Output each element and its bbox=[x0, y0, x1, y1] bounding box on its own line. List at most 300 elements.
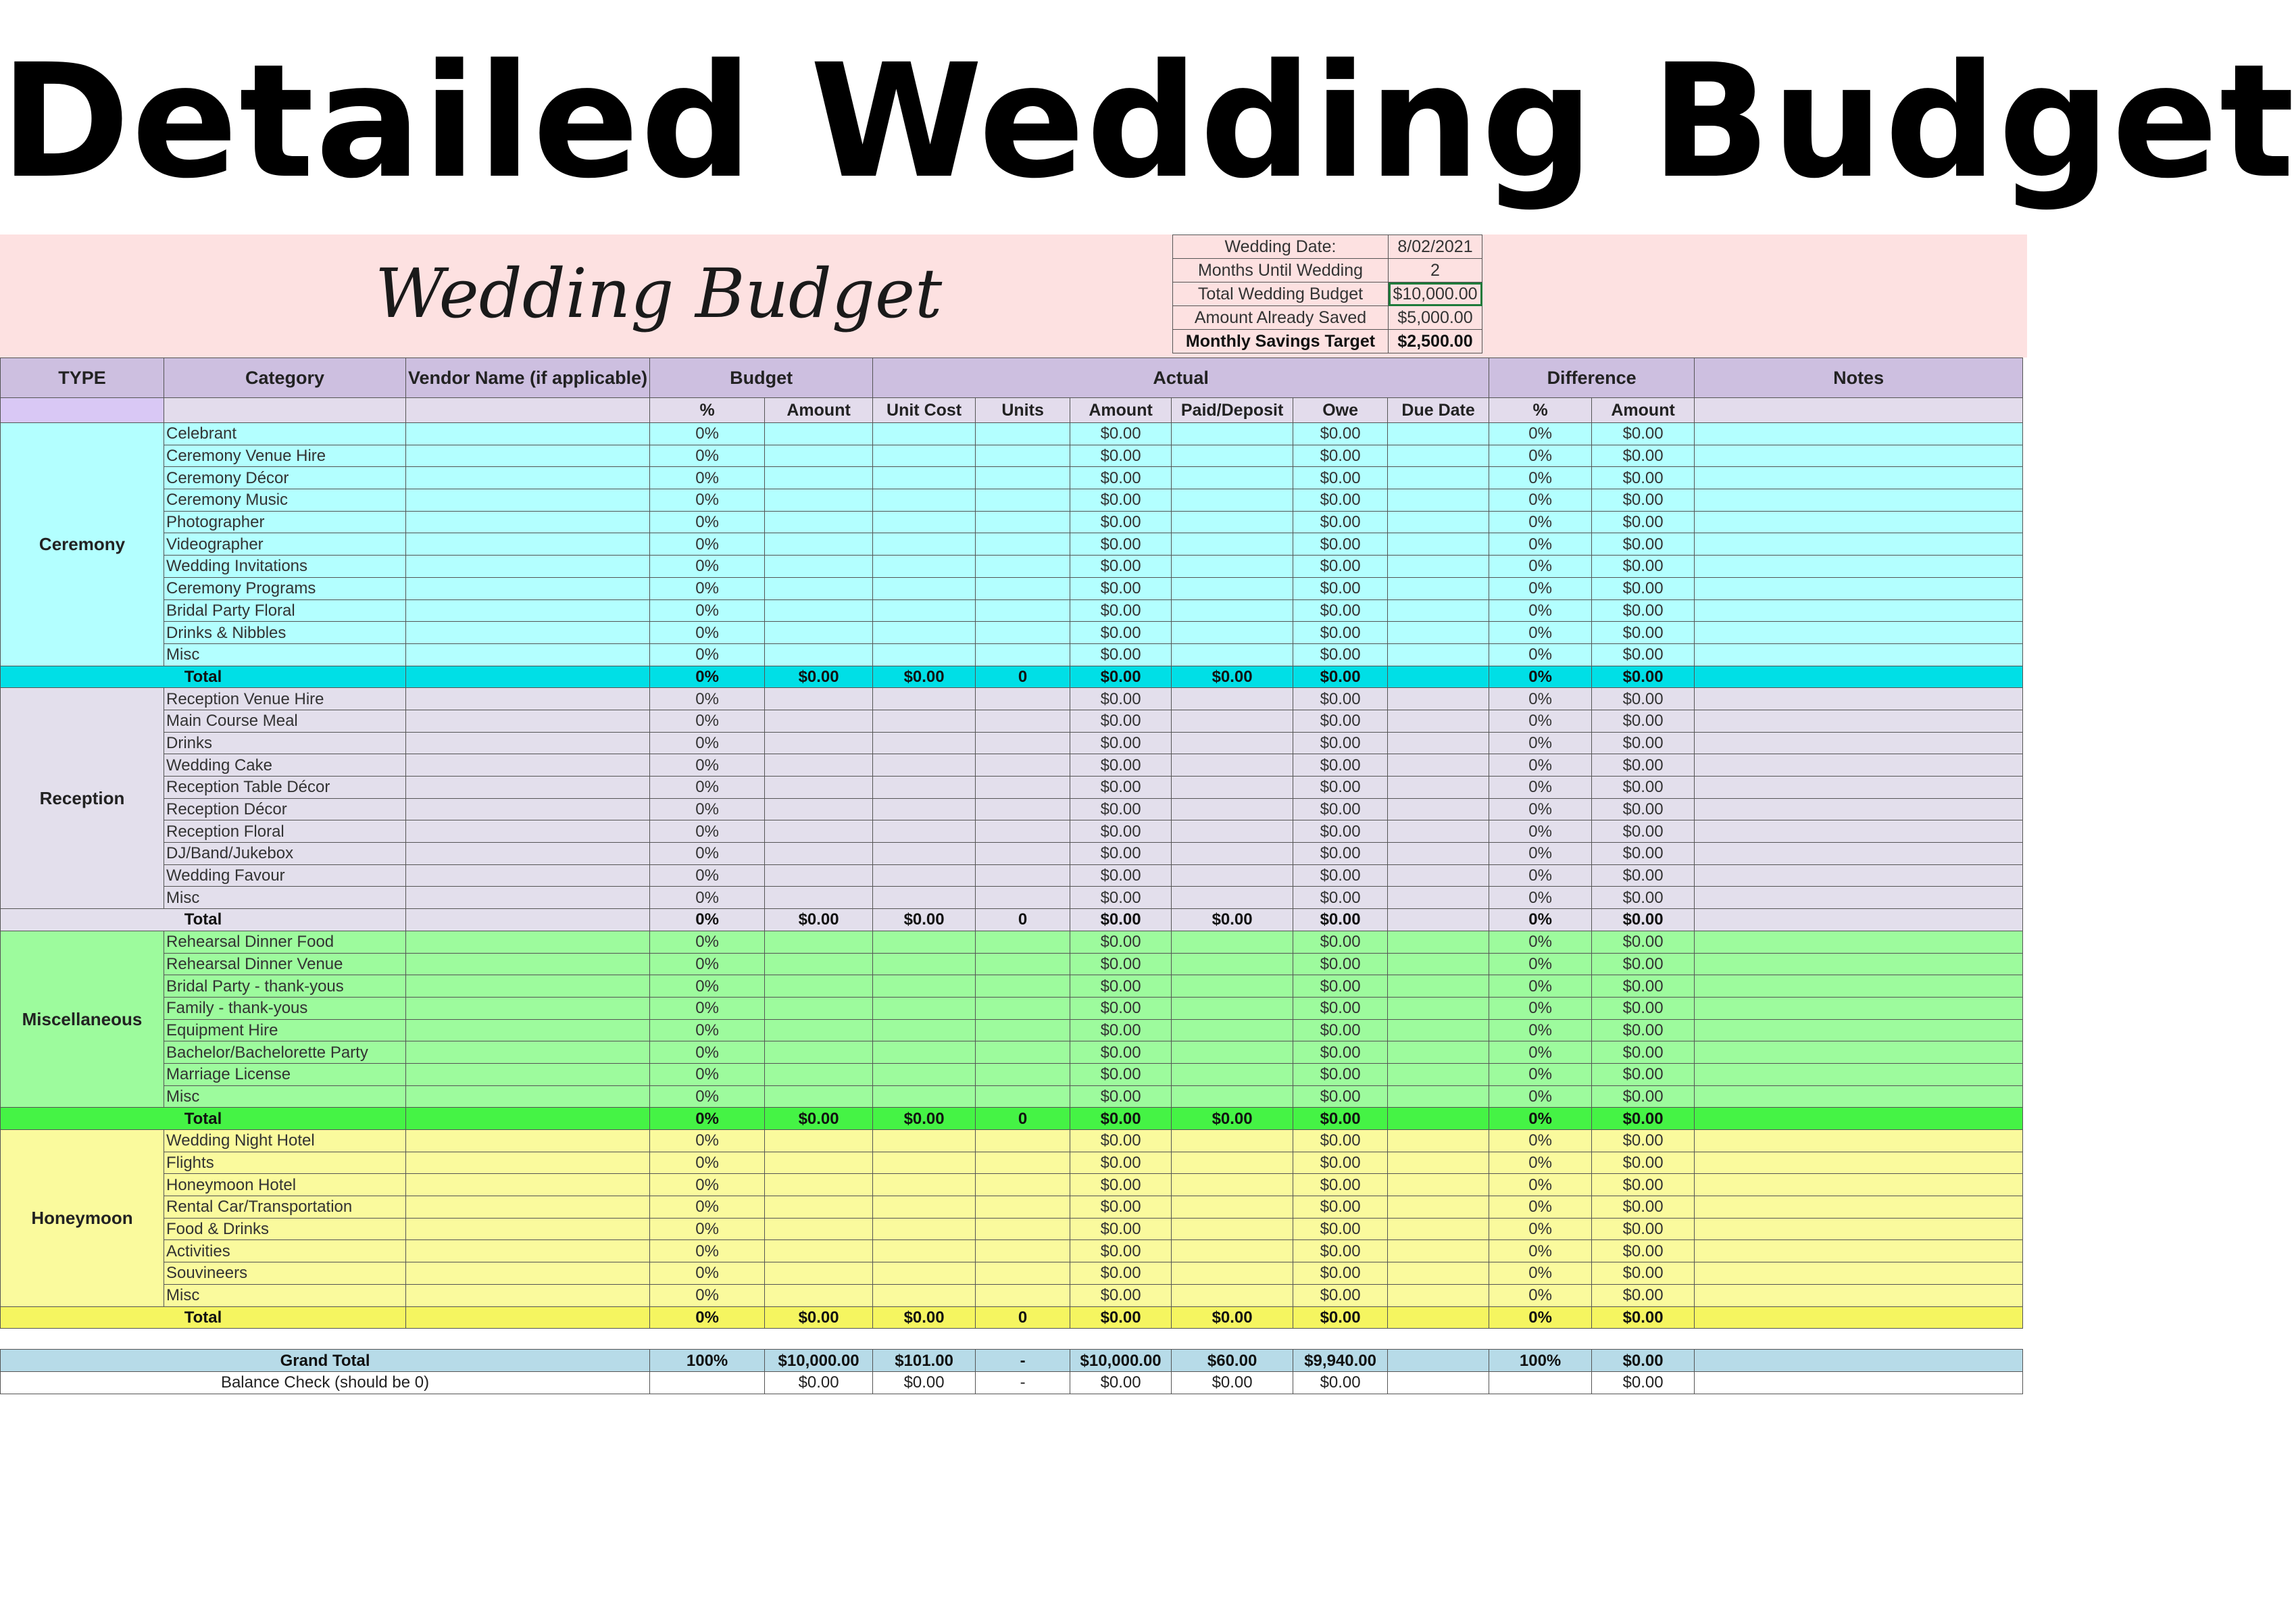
empty-cell[interactable] bbox=[164, 1329, 406, 1350]
unit-cost-cell[interactable] bbox=[873, 643, 976, 666]
diff-pct-cell[interactable]: 0% bbox=[1489, 710, 1592, 732]
total-diff-pct[interactable]: 0% bbox=[1489, 666, 1592, 688]
due-date-cell[interactable] bbox=[1388, 710, 1489, 732]
actual-amount-cell[interactable]: $0.00 bbox=[1070, 997, 1172, 1019]
empty-cell[interactable] bbox=[765, 1329, 873, 1350]
diff-amount-cell[interactable]: $0.00 bbox=[1592, 777, 1695, 799]
budget-amount-cell[interactable] bbox=[765, 798, 873, 820]
vendor-cell[interactable] bbox=[406, 1130, 650, 1152]
unit-cost-cell[interactable] bbox=[873, 1240, 976, 1262]
paid-cell[interactable] bbox=[1172, 577, 1293, 599]
budget-amount-cell[interactable] bbox=[765, 953, 873, 975]
notes-cell[interactable] bbox=[1695, 1306, 2023, 1329]
diff-amount-cell[interactable]: $0.00 bbox=[1592, 511, 1695, 533]
actual-amount-cell[interactable]: $0.00 bbox=[1070, 754, 1172, 777]
paid-cell[interactable] bbox=[1172, 975, 1293, 998]
units-cell[interactable] bbox=[976, 1240, 1070, 1262]
paid-cell[interactable] bbox=[1172, 643, 1293, 666]
diff-pct-cell[interactable]: 0% bbox=[1489, 423, 1592, 445]
budget-amount-cell[interactable] bbox=[765, 1196, 873, 1219]
notes-cell[interactable] bbox=[1695, 599, 2023, 622]
total-paid[interactable]: $0.00 bbox=[1172, 666, 1293, 688]
budget-pct-cell[interactable]: 0% bbox=[650, 1063, 765, 1085]
diff-pct-cell[interactable]: 0% bbox=[1489, 1085, 1592, 1108]
notes-cell[interactable] bbox=[1695, 1240, 2023, 1262]
units-cell[interactable] bbox=[976, 533, 1070, 556]
total-label[interactable]: Total bbox=[1, 666, 406, 688]
vendor-cell[interactable] bbox=[406, 599, 650, 622]
diff-pct-cell[interactable]: 0% bbox=[1489, 511, 1592, 533]
vendor-cell[interactable] bbox=[406, 1019, 650, 1041]
budget-pct-cell[interactable]: 0% bbox=[650, 820, 765, 843]
units-cell[interactable] bbox=[976, 577, 1070, 599]
total-actual-amount[interactable]: $0.00 bbox=[1070, 1108, 1172, 1130]
budget-amount-cell[interactable] bbox=[765, 732, 873, 754]
total-unit-cost[interactable]: $0.00 bbox=[873, 909, 976, 931]
diff-amount-cell[interactable]: $0.00 bbox=[1592, 622, 1695, 644]
total-paid[interactable]: $0.00 bbox=[1172, 909, 1293, 931]
unit-cost-cell[interactable] bbox=[873, 1019, 976, 1041]
budget-amount-cell[interactable] bbox=[765, 1218, 873, 1240]
unit-cost-cell[interactable] bbox=[873, 754, 976, 777]
unit-cost-cell[interactable] bbox=[873, 467, 976, 489]
vendor-cell[interactable] bbox=[406, 975, 650, 998]
notes-cell[interactable] bbox=[1695, 798, 2023, 820]
budget-amount-cell[interactable] bbox=[765, 1041, 873, 1064]
paid-cell[interactable] bbox=[1172, 1152, 1293, 1174]
paid-cell[interactable] bbox=[1172, 1063, 1293, 1085]
notes-cell[interactable] bbox=[1695, 643, 2023, 666]
budget-amount-cell[interactable] bbox=[765, 599, 873, 622]
notes-cell[interactable] bbox=[1695, 1063, 2023, 1085]
paid-cell[interactable] bbox=[1172, 489, 1293, 512]
vendor-cell[interactable] bbox=[406, 511, 650, 533]
empty-cell[interactable] bbox=[1293, 1329, 1388, 1350]
budget-amount-cell[interactable] bbox=[765, 997, 873, 1019]
due-date-cell[interactable] bbox=[1388, 1174, 1489, 1196]
budget-amount-cell[interactable] bbox=[765, 533, 873, 556]
diff-amount-cell[interactable]: $0.00 bbox=[1592, 489, 1695, 512]
paid-cell[interactable] bbox=[1172, 732, 1293, 754]
diff-amount-cell[interactable]: $0.00 bbox=[1592, 975, 1695, 998]
unit-cost-cell[interactable] bbox=[873, 445, 976, 467]
owe-cell[interactable]: $0.00 bbox=[1293, 1130, 1388, 1152]
diff-pct-cell[interactable]: 0% bbox=[1489, 643, 1592, 666]
diff-amount-cell[interactable]: $0.00 bbox=[1592, 887, 1695, 909]
units-cell[interactable] bbox=[976, 467, 1070, 489]
vendor-cell[interactable] bbox=[406, 1240, 650, 1262]
diff-pct-cell[interactable]: 0% bbox=[1489, 931, 1592, 953]
diff-amount-cell[interactable]: $0.00 bbox=[1592, 1019, 1695, 1041]
empty-cell[interactable] bbox=[1489, 1329, 1592, 1350]
budget-pct-cell[interactable]: 0% bbox=[650, 931, 765, 953]
notes-cell[interactable] bbox=[1695, 1350, 2023, 1372]
grand-budget-amount[interactable]: $10,000.00 bbox=[765, 1350, 873, 1372]
diff-amount-cell[interactable]: $0.00 bbox=[1592, 556, 1695, 578]
budget-pct-cell[interactable]: 0% bbox=[650, 864, 765, 887]
total-units[interactable]: 0 bbox=[976, 1108, 1070, 1130]
total-budget-pct[interactable]: 0% bbox=[650, 1108, 765, 1130]
unit-cost-cell[interactable] bbox=[873, 975, 976, 998]
budget-amount-cell[interactable] bbox=[765, 864, 873, 887]
category-cell[interactable]: DJ/Band/Jukebox bbox=[164, 843, 406, 865]
units-cell[interactable] bbox=[976, 1262, 1070, 1285]
vendor-cell[interactable] bbox=[406, 953, 650, 975]
paid-cell[interactable] bbox=[1172, 1240, 1293, 1262]
diff-pct-cell[interactable]: 0% bbox=[1489, 1152, 1592, 1174]
budget-pct-cell[interactable]: 0% bbox=[650, 997, 765, 1019]
due-date-cell[interactable] bbox=[1388, 1085, 1489, 1108]
diff-amount-cell[interactable]: $0.00 bbox=[1592, 1152, 1695, 1174]
paid-cell[interactable] bbox=[1172, 1196, 1293, 1219]
actual-amount-cell[interactable]: $0.00 bbox=[1070, 953, 1172, 975]
actual-amount-cell[interactable]: $0.00 bbox=[1070, 423, 1172, 445]
actual-amount-cell[interactable]: $0.00 bbox=[1070, 1063, 1172, 1085]
balance-actual-amount[interactable]: $0.00 bbox=[1070, 1371, 1172, 1394]
owe-cell[interactable]: $0.00 bbox=[1293, 622, 1388, 644]
category-cell[interactable]: Drinks bbox=[164, 732, 406, 754]
due-date-cell[interactable] bbox=[1388, 511, 1489, 533]
total-budget-amount[interactable]: $0.00 bbox=[765, 1108, 873, 1130]
diff-pct-cell[interactable]: 0% bbox=[1489, 599, 1592, 622]
budget-pct-cell[interactable]: 0% bbox=[650, 1041, 765, 1064]
category-cell[interactable]: Ceremony Music bbox=[164, 489, 406, 512]
paid-cell[interactable] bbox=[1172, 820, 1293, 843]
total-units[interactable]: 0 bbox=[976, 1306, 1070, 1329]
owe-cell[interactable]: $0.00 bbox=[1293, 798, 1388, 820]
vendor-cell[interactable] bbox=[406, 1108, 650, 1130]
category-cell[interactable]: Rehearsal Dinner Food bbox=[164, 931, 406, 953]
unit-cost-cell[interactable] bbox=[873, 622, 976, 644]
category-cell[interactable]: Honeymoon Hotel bbox=[164, 1174, 406, 1196]
actual-amount-cell[interactable]: $0.00 bbox=[1070, 1085, 1172, 1108]
paid-cell[interactable] bbox=[1172, 1019, 1293, 1041]
owe-cell[interactable]: $0.00 bbox=[1293, 556, 1388, 578]
owe-cell[interactable]: $0.00 bbox=[1293, 688, 1388, 710]
diff-amount-cell[interactable]: $0.00 bbox=[1592, 953, 1695, 975]
actual-amount-cell[interactable]: $0.00 bbox=[1070, 1174, 1172, 1196]
diff-amount-cell[interactable]: $0.00 bbox=[1592, 1262, 1695, 1285]
notes-cell[interactable] bbox=[1695, 1218, 2023, 1240]
category-cell[interactable]: Food & Drinks bbox=[164, 1218, 406, 1240]
unit-cost-cell[interactable] bbox=[873, 1130, 976, 1152]
vendor-cell[interactable] bbox=[406, 710, 650, 732]
total-budget-pct[interactable]: 0% bbox=[650, 1306, 765, 1329]
total-unit-cost[interactable]: $0.00 bbox=[873, 666, 976, 688]
paid-cell[interactable] bbox=[1172, 931, 1293, 953]
unit-cost-cell[interactable] bbox=[873, 577, 976, 599]
grand-diff-pct[interactable]: 100% bbox=[1489, 1350, 1592, 1372]
budget-amount-cell[interactable] bbox=[765, 1240, 873, 1262]
notes-cell[interactable] bbox=[1695, 909, 2023, 931]
due-date-cell[interactable] bbox=[1388, 1306, 1489, 1329]
budget-amount-cell[interactable] bbox=[765, 622, 873, 644]
total-owe[interactable]: $0.00 bbox=[1293, 666, 1388, 688]
diff-amount-cell[interactable]: $0.00 bbox=[1592, 710, 1695, 732]
notes-cell[interactable] bbox=[1695, 820, 2023, 843]
unit-cost-cell[interactable] bbox=[873, 1063, 976, 1085]
empty-cell[interactable] bbox=[1172, 1329, 1293, 1350]
diff-pct-cell[interactable]: 0% bbox=[1489, 997, 1592, 1019]
budget-pct-cell[interactable]: 0% bbox=[650, 556, 765, 578]
owe-cell[interactable]: $0.00 bbox=[1293, 511, 1388, 533]
owe-cell[interactable]: $0.00 bbox=[1293, 1284, 1388, 1306]
due-date-cell[interactable] bbox=[1388, 577, 1489, 599]
diff-amount-cell[interactable]: $0.00 bbox=[1592, 820, 1695, 843]
category-cell[interactable]: Reception Venue Hire bbox=[164, 688, 406, 710]
info-value[interactable]: 8/02/2021 bbox=[1389, 235, 1482, 259]
units-cell[interactable] bbox=[976, 777, 1070, 799]
budget-amount-cell[interactable] bbox=[765, 1130, 873, 1152]
category-cell[interactable]: Celebrant bbox=[164, 423, 406, 445]
category-cell[interactable]: Main Course Meal bbox=[164, 710, 406, 732]
budget-amount-cell[interactable] bbox=[765, 710, 873, 732]
diff-pct-cell[interactable]: 0% bbox=[1489, 732, 1592, 754]
owe-cell[interactable]: $0.00 bbox=[1293, 445, 1388, 467]
budget-amount-cell[interactable] bbox=[765, 577, 873, 599]
units-cell[interactable] bbox=[976, 423, 1070, 445]
diff-pct-cell[interactable]: 0% bbox=[1489, 754, 1592, 777]
budget-amount-cell[interactable] bbox=[765, 1063, 873, 1085]
paid-cell[interactable] bbox=[1172, 843, 1293, 865]
notes-cell[interactable] bbox=[1695, 931, 2023, 953]
unit-cost-cell[interactable] bbox=[873, 599, 976, 622]
category-cell[interactable]: Misc bbox=[164, 1085, 406, 1108]
diff-pct-cell[interactable]: 0% bbox=[1489, 777, 1592, 799]
budget-amount-cell[interactable] bbox=[765, 777, 873, 799]
unit-cost-cell[interactable] bbox=[873, 533, 976, 556]
units-cell[interactable] bbox=[976, 1218, 1070, 1240]
grand-units[interactable]: - bbox=[976, 1350, 1070, 1372]
notes-cell[interactable] bbox=[1695, 688, 2023, 710]
total-diff-pct[interactable]: 0% bbox=[1489, 1108, 1592, 1130]
vendor-cell[interactable] bbox=[406, 622, 650, 644]
due-date-cell[interactable] bbox=[1388, 445, 1489, 467]
category-cell[interactable]: Bachelor/Bachelorette Party bbox=[164, 1041, 406, 1064]
diff-amount-cell[interactable]: $0.00 bbox=[1592, 843, 1695, 865]
diff-pct-cell[interactable]: 0% bbox=[1489, 1019, 1592, 1041]
diff-pct-cell[interactable]: 0% bbox=[1489, 887, 1592, 909]
diff-amount-cell[interactable]: $0.00 bbox=[1592, 864, 1695, 887]
actual-amount-cell[interactable]: $0.00 bbox=[1070, 1262, 1172, 1285]
budget-pct-cell[interactable]: 0% bbox=[650, 533, 765, 556]
notes-cell[interactable] bbox=[1695, 622, 2023, 644]
notes-cell[interactable] bbox=[1695, 533, 2023, 556]
units-cell[interactable] bbox=[976, 931, 1070, 953]
due-date-cell[interactable] bbox=[1388, 975, 1489, 998]
due-date-cell[interactable] bbox=[1388, 931, 1489, 953]
paid-cell[interactable] bbox=[1172, 622, 1293, 644]
actual-amount-cell[interactable]: $0.00 bbox=[1070, 1019, 1172, 1041]
budget-amount-cell[interactable] bbox=[765, 843, 873, 865]
category-cell[interactable]: Bridal Party Floral bbox=[164, 599, 406, 622]
budget-amount-cell[interactable] bbox=[765, 556, 873, 578]
owe-cell[interactable]: $0.00 bbox=[1293, 1041, 1388, 1064]
due-date-cell[interactable] bbox=[1388, 953, 1489, 975]
total-unit-cost[interactable]: $0.00 bbox=[873, 1108, 976, 1130]
paid-cell[interactable] bbox=[1172, 599, 1293, 622]
diff-amount-cell[interactable]: $0.00 bbox=[1592, 754, 1695, 777]
empty-cell[interactable] bbox=[650, 1329, 765, 1350]
category-cell[interactable]: Rental Car/Transportation bbox=[164, 1196, 406, 1219]
notes-cell[interactable] bbox=[1695, 1152, 2023, 1174]
vendor-cell[interactable] bbox=[406, 445, 650, 467]
budget-amount-cell[interactable] bbox=[765, 467, 873, 489]
diff-amount-cell[interactable]: $0.00 bbox=[1592, 1130, 1695, 1152]
paid-cell[interactable] bbox=[1172, 1085, 1293, 1108]
budget-pct-cell[interactable]: 0% bbox=[650, 622, 765, 644]
units-cell[interactable] bbox=[976, 798, 1070, 820]
vendor-cell[interactable] bbox=[406, 887, 650, 909]
actual-amount-cell[interactable]: $0.00 bbox=[1070, 820, 1172, 843]
unit-cost-cell[interactable] bbox=[873, 777, 976, 799]
paid-cell[interactable] bbox=[1172, 1130, 1293, 1152]
vendor-cell[interactable] bbox=[406, 909, 650, 931]
vendor-cell[interactable] bbox=[406, 1041, 650, 1064]
units-cell[interactable] bbox=[976, 1196, 1070, 1219]
due-date-cell[interactable] bbox=[1388, 1284, 1489, 1306]
category-cell[interactable]: Flights bbox=[164, 1152, 406, 1174]
unit-cost-cell[interactable] bbox=[873, 1218, 976, 1240]
actual-amount-cell[interactable]: $0.00 bbox=[1070, 1196, 1172, 1219]
notes-cell[interactable] bbox=[1695, 997, 2023, 1019]
budget-amount-cell[interactable] bbox=[765, 754, 873, 777]
unit-cost-cell[interactable] bbox=[873, 688, 976, 710]
diff-amount-cell[interactable]: $0.00 bbox=[1592, 577, 1695, 599]
vendor-cell[interactable] bbox=[406, 931, 650, 953]
paid-cell[interactable] bbox=[1172, 777, 1293, 799]
diff-pct-cell[interactable]: 0% bbox=[1489, 1063, 1592, 1085]
owe-cell[interactable]: $0.00 bbox=[1293, 423, 1388, 445]
empty-cell[interactable] bbox=[1695, 1329, 2023, 1350]
budget-pct-cell[interactable]: 0% bbox=[650, 1130, 765, 1152]
category-cell[interactable]: Ceremony Venue Hire bbox=[164, 445, 406, 467]
owe-cell[interactable]: $0.00 bbox=[1293, 1218, 1388, 1240]
notes-cell[interactable] bbox=[1695, 1019, 2023, 1041]
grand-budget-pct[interactable]: 100% bbox=[650, 1350, 765, 1372]
total-diff-pct[interactable]: 0% bbox=[1489, 909, 1592, 931]
category-cell[interactable]: Activities bbox=[164, 1240, 406, 1262]
due-date-cell[interactable] bbox=[1388, 1218, 1489, 1240]
diff-amount-cell[interactable]: $0.00 bbox=[1592, 1174, 1695, 1196]
budget-pct-cell[interactable]: 0% bbox=[650, 688, 765, 710]
total-diff-amount[interactable]: $0.00 bbox=[1592, 666, 1695, 688]
notes-cell[interactable] bbox=[1695, 1041, 2023, 1064]
budget-pct-cell[interactable]: 0% bbox=[650, 975, 765, 998]
owe-cell[interactable]: $0.00 bbox=[1293, 975, 1388, 998]
category-cell[interactable]: Wedding Favour bbox=[164, 864, 406, 887]
diff-amount-cell[interactable]: $0.00 bbox=[1592, 599, 1695, 622]
budget-pct-cell[interactable]: 0% bbox=[650, 1174, 765, 1196]
due-date-cell[interactable] bbox=[1388, 1262, 1489, 1285]
due-date-cell[interactable] bbox=[1388, 599, 1489, 622]
empty-cell[interactable] bbox=[406, 1329, 650, 1350]
diff-amount-cell[interactable]: $0.00 bbox=[1592, 732, 1695, 754]
units-cell[interactable] bbox=[976, 445, 1070, 467]
units-cell[interactable] bbox=[976, 1174, 1070, 1196]
budget-pct-cell[interactable]: 0% bbox=[650, 843, 765, 865]
vendor-cell[interactable] bbox=[406, 1262, 650, 1285]
category-cell[interactable]: Wedding Invitations bbox=[164, 556, 406, 578]
paid-cell[interactable] bbox=[1172, 710, 1293, 732]
due-date-cell[interactable] bbox=[1388, 909, 1489, 931]
unit-cost-cell[interactable] bbox=[873, 864, 976, 887]
unit-cost-cell[interactable] bbox=[873, 732, 976, 754]
actual-amount-cell[interactable]: $0.00 bbox=[1070, 688, 1172, 710]
budget-pct-cell[interactable]: 0% bbox=[650, 511, 765, 533]
due-date-cell[interactable] bbox=[1388, 1130, 1489, 1152]
category-cell[interactable]: Souvineers bbox=[164, 1262, 406, 1285]
due-date-cell[interactable] bbox=[1388, 622, 1489, 644]
budget-pct-cell[interactable]: 0% bbox=[650, 1196, 765, 1219]
budget-amount-cell[interactable] bbox=[765, 975, 873, 998]
unit-cost-cell[interactable] bbox=[873, 997, 976, 1019]
total-label[interactable]: Total bbox=[1, 1108, 406, 1130]
due-date-cell[interactable] bbox=[1388, 1063, 1489, 1085]
diff-pct-cell[interactable]: 0% bbox=[1489, 556, 1592, 578]
vendor-cell[interactable] bbox=[406, 533, 650, 556]
actual-amount-cell[interactable]: $0.00 bbox=[1070, 511, 1172, 533]
total-budget-amount[interactable]: $0.00 bbox=[765, 666, 873, 688]
budget-amount-cell[interactable] bbox=[765, 1152, 873, 1174]
unit-cost-cell[interactable] bbox=[873, 1284, 976, 1306]
notes-cell[interactable] bbox=[1695, 710, 2023, 732]
empty-cell[interactable] bbox=[1489, 1371, 1592, 1394]
owe-cell[interactable]: $0.00 bbox=[1293, 577, 1388, 599]
category-cell[interactable]: Family - thank-yous bbox=[164, 997, 406, 1019]
units-cell[interactable] bbox=[976, 556, 1070, 578]
category-cell[interactable]: Rehearsal Dinner Venue bbox=[164, 953, 406, 975]
category-cell[interactable]: Photographer bbox=[164, 511, 406, 533]
empty-cell[interactable] bbox=[976, 1329, 1070, 1350]
notes-cell[interactable] bbox=[1695, 953, 2023, 975]
owe-cell[interactable]: $0.00 bbox=[1293, 1085, 1388, 1108]
vendor-cell[interactable] bbox=[406, 732, 650, 754]
owe-cell[interactable]: $0.00 bbox=[1293, 887, 1388, 909]
due-date-cell[interactable] bbox=[1388, 997, 1489, 1019]
total-unit-cost[interactable]: $0.00 bbox=[873, 1306, 976, 1329]
owe-cell[interactable]: $0.00 bbox=[1293, 953, 1388, 975]
paid-cell[interactable] bbox=[1172, 864, 1293, 887]
due-date-cell[interactable] bbox=[1388, 1041, 1489, 1064]
budget-pct-cell[interactable]: 0% bbox=[650, 423, 765, 445]
vendor-cell[interactable] bbox=[406, 798, 650, 820]
balance-unit-cost[interactable]: $0.00 bbox=[873, 1371, 976, 1394]
category-cell[interactable]: Misc bbox=[164, 887, 406, 909]
owe-cell[interactable]: $0.00 bbox=[1293, 710, 1388, 732]
balance-units[interactable]: - bbox=[976, 1371, 1070, 1394]
units-cell[interactable] bbox=[976, 1019, 1070, 1041]
actual-amount-cell[interactable]: $0.00 bbox=[1070, 864, 1172, 887]
budget-amount-cell[interactable] bbox=[765, 931, 873, 953]
empty-cell[interactable] bbox=[1388, 1329, 1489, 1350]
owe-cell[interactable]: $0.00 bbox=[1293, 599, 1388, 622]
vendor-cell[interactable] bbox=[406, 754, 650, 777]
notes-cell[interactable] bbox=[1695, 1174, 2023, 1196]
notes-cell[interactable] bbox=[1695, 1262, 2023, 1285]
notes-cell[interactable] bbox=[1695, 423, 2023, 445]
budget-pct-cell[interactable]: 0% bbox=[650, 445, 765, 467]
category-cell[interactable]: Reception Table Décor bbox=[164, 777, 406, 799]
vendor-cell[interactable] bbox=[406, 556, 650, 578]
unit-cost-cell[interactable] bbox=[873, 423, 976, 445]
diff-pct-cell[interactable]: 0% bbox=[1489, 798, 1592, 820]
diff-amount-cell[interactable]: $0.00 bbox=[1592, 997, 1695, 1019]
vendor-cell[interactable] bbox=[406, 777, 650, 799]
budget-pct-cell[interactable]: 0% bbox=[650, 1284, 765, 1306]
due-date-cell[interactable] bbox=[1388, 864, 1489, 887]
budget-amount-cell[interactable] bbox=[765, 1262, 873, 1285]
